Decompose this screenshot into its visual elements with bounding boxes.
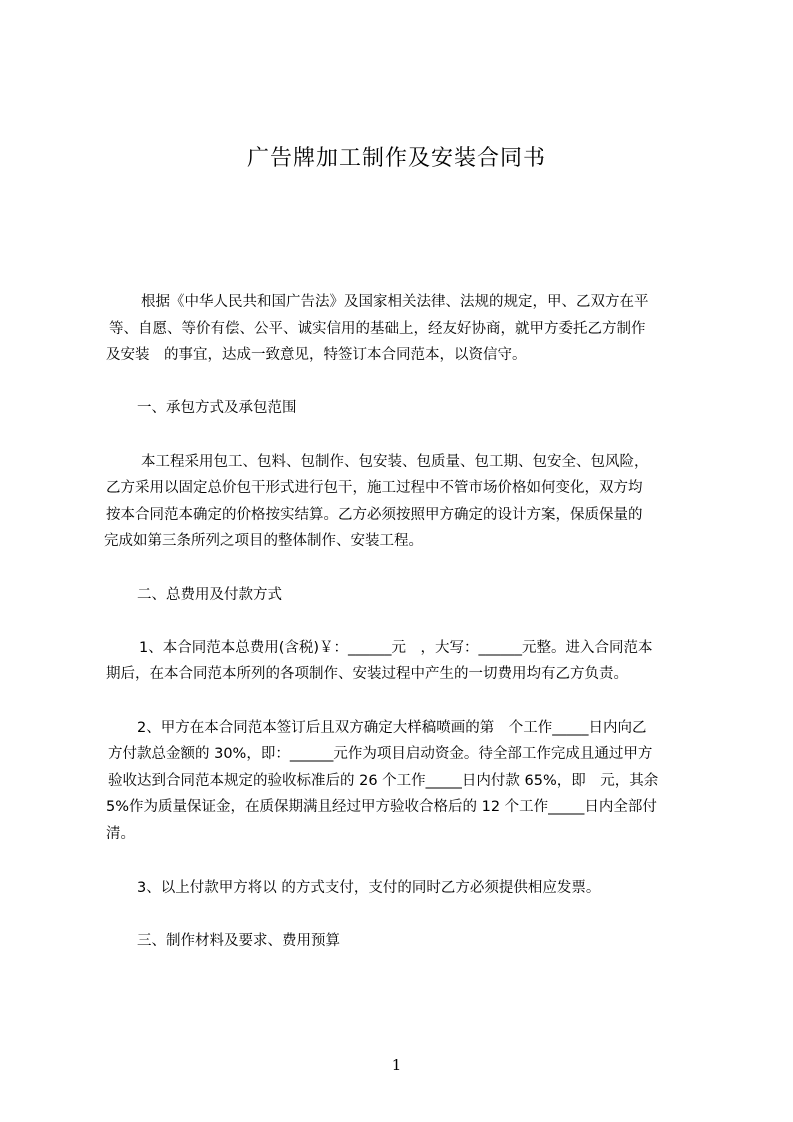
section3-heading: 三、制作材料及要求、费用预算	[137, 933, 340, 949]
section2-item2-line-1: 2、甲方在本合同范本签订后且双方确定大样稿喷画的第 个工作_____日内向乙	[137, 720, 647, 736]
intro-line-3: 及安装 的事宜，达成一致意见，特签订本合同范本，以资信守。	[106, 347, 527, 363]
intro-line-2: 等、自愿、等价有偿、公平、诚实信用的基础上，经友好协商，就甲方委托乙方制作	[109, 321, 646, 337]
section1-line-1: 本工程采用包工、包料、包制作、包安装、包质量、包工期、包安全、包风险，	[141, 454, 649, 470]
intro-line-1: 根据《中华人民共和国广告法》及国家相关法律、法规的规定，甲、乙双方在平	[141, 294, 649, 310]
section2-item1-line-2: 期后，在本合同范本所列的各项制作、安装过程中产生的一切费用均有乙方负责。	[106, 666, 628, 682]
section2-item1-line-1: 1、本合同范本总费用(含税)￥：______元 ，大写：______元整。进入合同范本	[139, 640, 653, 656]
section2-item3: 3、以上付款甲方将以 的方式支付，支付的同时乙方必须提供相应发票。	[137, 880, 601, 896]
section2-item2-line-3: 验收达到合同范本规定的验收标准后的 26 个工作_____日内付款 65%，即 元，其余	[108, 773, 659, 789]
section1-line-2: 乙方采用以固定总价包干形式进行包干，施工过程中不管市场价格如何变化，双方均	[106, 480, 643, 496]
section2-heading: 二、总费用及付款方式	[137, 587, 282, 603]
section2-item2-line-5: 清。	[106, 826, 135, 842]
section2-item2-line-2: 方付款总金额的 30%，即：______元作为项目启动资金。待全部工作完成且通过甲方	[108, 746, 653, 762]
document-title: 广告牌加工制作及安装合同书	[246, 146, 546, 171]
section1-heading: 一、承包方式及承包范围	[137, 400, 297, 416]
page-number: 1	[391, 1056, 402, 1074]
section2-item2-line-4: 5%作为质量保证金，在质保期满且经过甲方验收合格后的 12 个工作_____日内全部付	[106, 799, 657, 815]
section1-line-4: 完成如第三条所列之项目的整体制作、安装工程。	[104, 533, 423, 549]
section1-line-3: 按本合同范本确定的价格按实结算。乙方必须按照甲方确定的设计方案，保质保量的	[106, 507, 643, 523]
